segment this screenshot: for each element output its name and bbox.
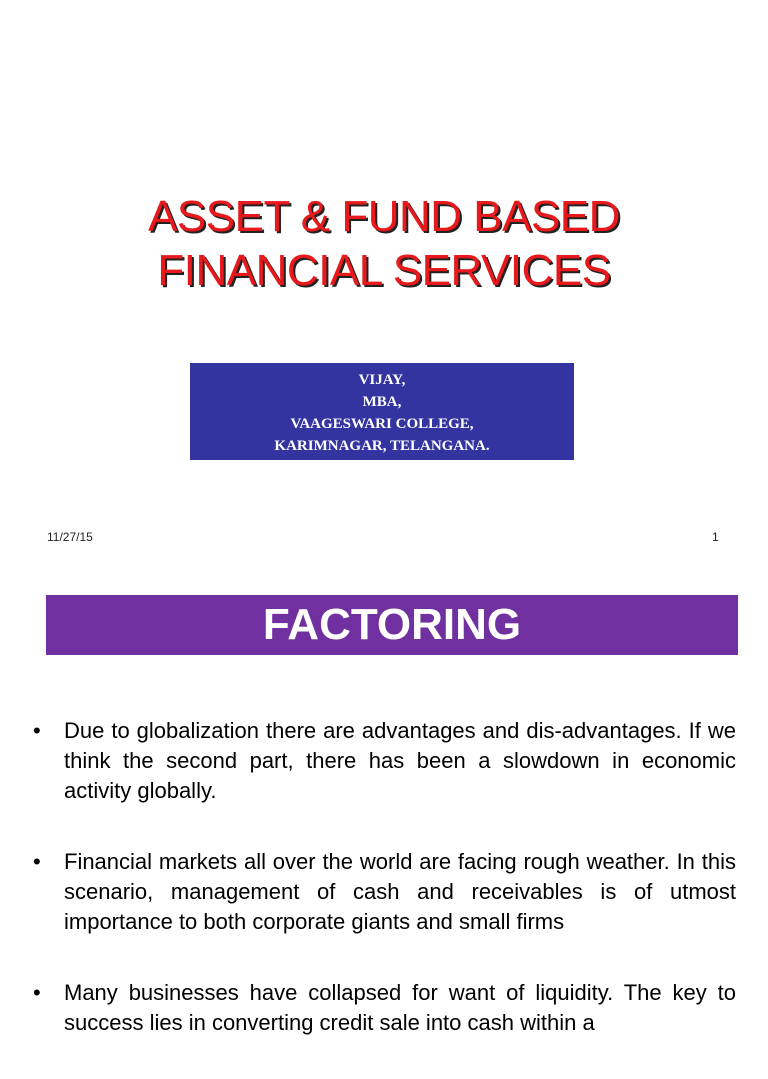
slide-number: 1	[712, 530, 719, 544]
slide-title-line-1: ASSET & FUND BASED	[148, 192, 620, 241]
author-college: VAAGESWARI COLLEGE,	[290, 416, 474, 432]
bullet-icon: •	[33, 980, 41, 1005]
author-degree: MBA,	[362, 394, 402, 410]
slide-title-line-2: FINANCIAL SERVICES	[157, 246, 611, 295]
bullet-item	[0, 978, 768, 1038]
slide-date: 11/27/15	[47, 530, 93, 544]
bullet-icon: •	[33, 718, 41, 743]
bullet-item	[0, 847, 768, 937]
author-name: VIJAY,	[358, 372, 406, 388]
bullet-icon: •	[33, 849, 41, 874]
author-location: KARIMNAGAR, TELANGANA.	[274, 438, 490, 454]
bullet-list	[0, 716, 768, 1079]
slide-2-title: FACTORING	[46, 595, 738, 655]
bullet-text: Many businesses have collapsed for want of liquidity. The key to success lies in converting credit sale into cash within a	[64, 980, 736, 1035]
bullet-text: Financial markets all over the world are facing rough weather. In this scenario, management of cash and receivables is of utmost importance to both corporate giants and small firms	[64, 849, 736, 934]
slide-title	[0, 190, 768, 298]
author-box	[190, 363, 574, 460]
bullet-item	[0, 716, 768, 806]
bullet-text: Due to globalization there are advantages and dis-advantages. If we think the second part, there has been a slowdown in economic activity globally.	[64, 718, 736, 803]
